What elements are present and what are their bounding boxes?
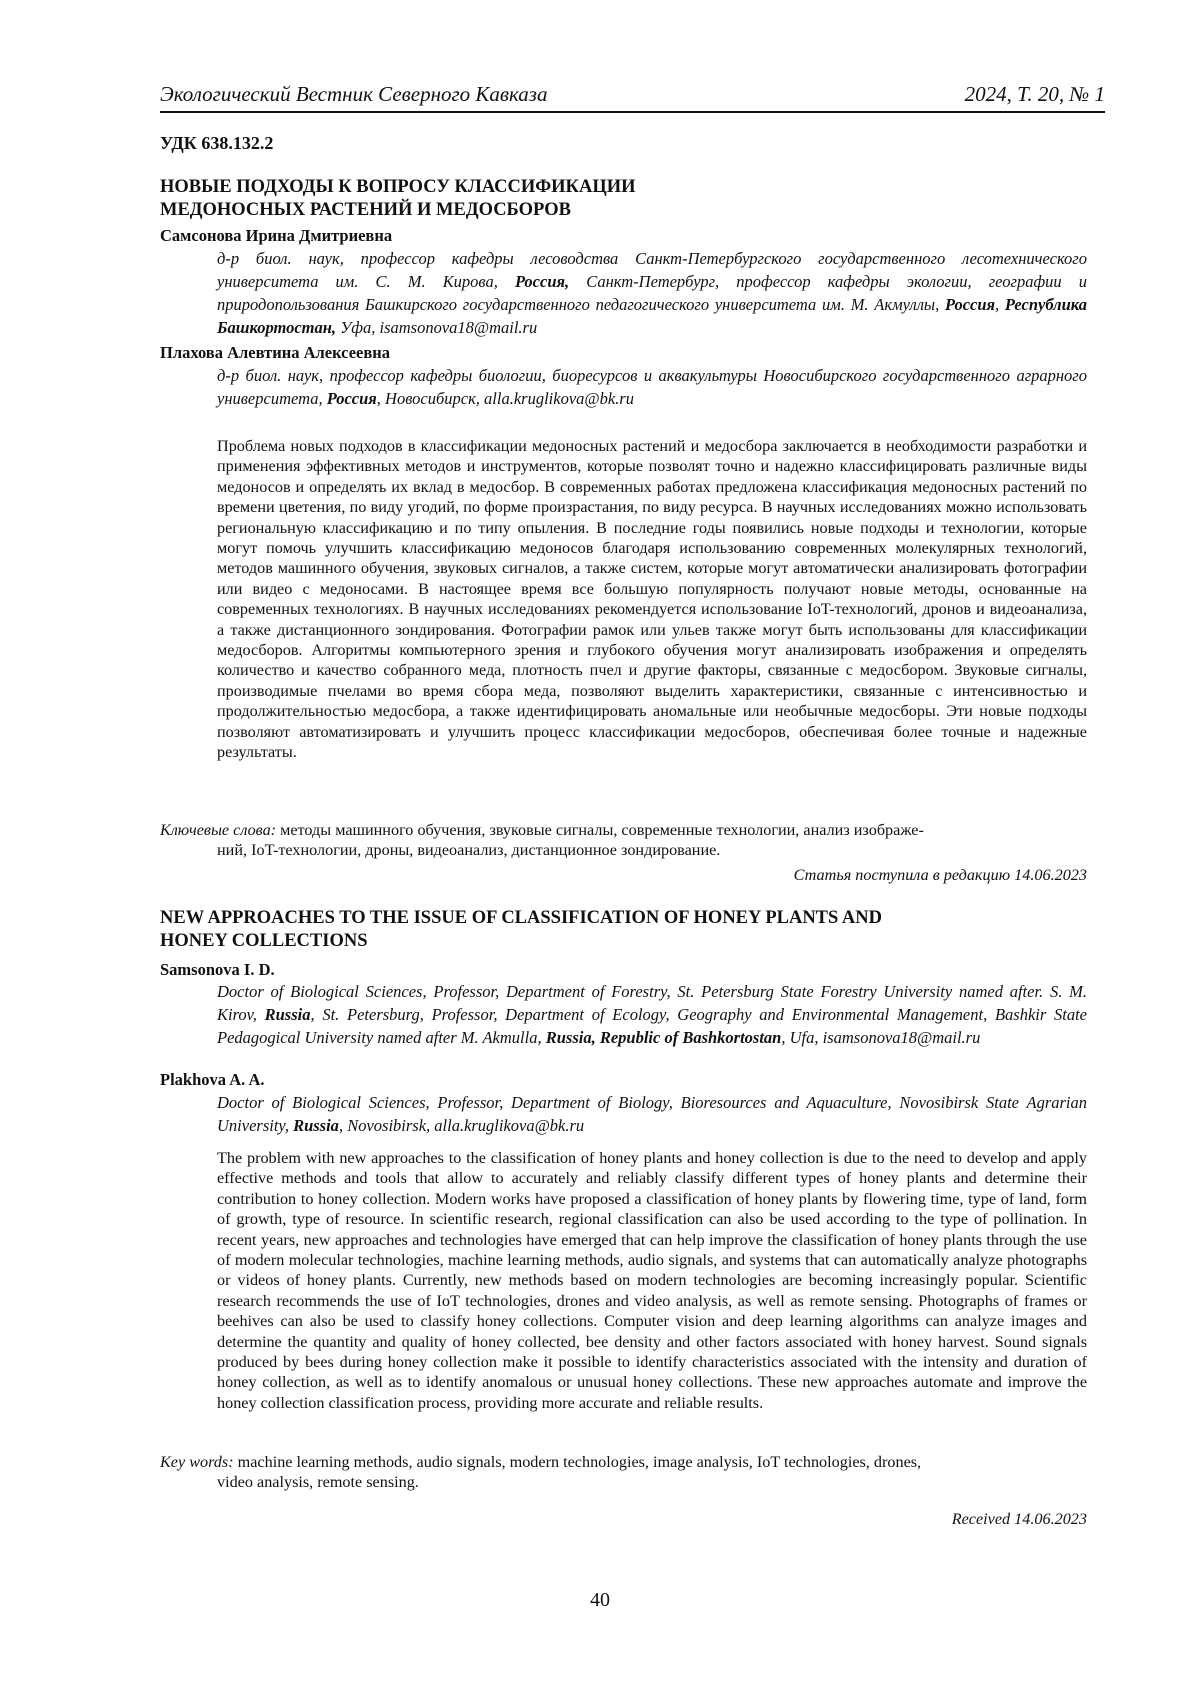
author-2-affiliation-en bbox=[217, 1091, 1087, 1137]
abstract-ru: Проблема новых подходов в классификации медоносных растений и медосбора заключается в необходимости разработки и применения эффективных методов и инструментов, которые позволят точно и надежно классифицировать различные виды медоносов и определять их вклад в медосбор. В современных работах предложена классификация медоносных растений по времени цветения, по виду угодий, по форме произрастания, по виду ресурса. В научных исследованиях можно использовать региональную классификацию и по типу опыления. В последние годы появились новые подходы и технологии, которые могут помочь улучшить классификацию медоносов благодаря использованию современных молекулярных технологий, методов машинного обучения, звуковых сигналов, а также систем, которые могут автоматически анализировать фотографии или видео с медоносами. В настоящее время все большую популярность получают новые методы, основанные на современных технологиях. В научных исследованиях рекомендуется использование IoT-технологий, дронов и видеоанализа, а также дистанционного зондирования. Фотографии рамок или ульев также могут быть использованы для классификации медосборов. Алгоритмы компьютерного зрения и глубокого обучения могут анализировать изображения и определять количество и качество собранного меда, плотность пчел и другие факторы, связанные с медосбором. Звуковые сигналы, производимые пчелами во время сбора меда, позволяют выделить характеристики, связанные с интенсивностью и продолжительностью медосбора, а также идентифицировать аномальные или необычные медосборы. Эти новые подходы позволяют автоматизировать и улучшить процесс классификации медосборов, обеспечивая более точные и надежные результаты. bbox=[217, 437, 1087, 762]
keywords-en bbox=[160, 1452, 1087, 1493]
title-en-line2: HONEY COLLECTIONS bbox=[160, 931, 368, 951]
keywords-en-line1: machine learning methods, audio signals, modern technologies, image analysis, IoT technologies, drones, bbox=[233, 1453, 922, 1471]
aff-country: Россия, bbox=[514, 272, 570, 291]
article-title-en bbox=[160, 907, 1060, 953]
author-1-affiliation-en bbox=[217, 980, 1087, 1049]
aff-text: , Novosibirsk, alla.kruglikova@bk.ru bbox=[338, 1116, 585, 1135]
issue-info: 2024, Т. 20, № 1 bbox=[964, 82, 1105, 106]
aff-text: д-р биол. наук, профессор кафедры биологии, биоресурсов и аквакультуры Новосибирского государственного аграрного университета, bbox=[217, 366, 1087, 408]
aff-text: Санкт-Петербург, профессор кафедры экологии, географии и природопользования Башкирского государственного педагогического университета им. М. Акмуллы, bbox=[217, 272, 1087, 314]
aff-separator: , bbox=[995, 295, 1005, 314]
abstract-en: The problem with new approaches to the classification of honey plants and honey collection is due to the need to develop and apply effective methods and tools that allow to accurately and reliably classify different types of honey plants and determine their contribution to honey collection. Modern works have proposed a classification of honey plants by flowering time, type of land, form of growth, type of resource. In scientific research, regional classification can also be used according to the type of pollination. In recent years, new approaches and technologies have emerged that can help improve the classification of honey plants through the use of modern molecular technologies, machine learning methods, audio signals, and systems that can automatically analyze photographs or videos of honey plants. Currently, new methods based on modern technologies are becoming increasingly popular. Scientific research recommends the use of IoT technologies, drones and video analysis, as well as remote sensing. Photographs of frames or beehives can also be used to classify honey collections. Computer vision and deep learning algorithms can analyze images and determine the quantity and quality of honey collected, bee density and other factors associated with honey harvest. Sound signals produced by bees during honey collection make it possible to identify characteristics associated with the intensity and duration of honey collection, as well as to identify anomalous or unusual honey collections. These new approaches automate and improve the honey collection classification process, providing more accurate and reliable results. bbox=[217, 1149, 1087, 1412]
author-2-affiliation-ru bbox=[217, 364, 1087, 410]
aff-text: , Новосибирск, alla.kruglikova@bk.ru bbox=[376, 389, 634, 408]
aff-text: , Ufa, isamsonova18@mail.ru bbox=[781, 1028, 981, 1047]
aff-region: Russia, Republic of Bashkortostan bbox=[545, 1028, 782, 1047]
keywords-ru bbox=[160, 820, 1087, 861]
title-en-line1: NEW APPROACHES TO THE ISSUE OF CLASSIFICATION OF HONEY PLANTS AND bbox=[160, 908, 882, 928]
keywords-ru-line1: методы машинного обучения, звуковые сигналы, современные технологии, анализ изображе- bbox=[276, 821, 924, 839]
aff-text: д-р биол. наук, профессор кафедры лесоводства Санкт-Петербургского государственного лесотехнического университета им. С. М. Кирова, bbox=[217, 249, 1087, 291]
page-number: 40 bbox=[590, 1589, 610, 1611]
aff-text: Doctor of Biological Sciences, Professor, Department of Biology, Bioresources and Aquaculture, Novosibirsk State Agrarian University, bbox=[217, 1093, 1087, 1135]
aff-country: Russia bbox=[293, 1116, 339, 1135]
received-date-en: Received 14.06.2023 bbox=[951, 1510, 1087, 1528]
aff-country: Russia bbox=[264, 1005, 311, 1024]
aff-text: Doctor of Biological Sciences, Professor, Department of Forestry, St. Petersburg State Forestry University named after. S. M. Kirov, bbox=[217, 982, 1087, 1024]
aff-text: Уфа, isamsonova18@mail.ru bbox=[336, 318, 538, 337]
keywords-label-en: Key words: bbox=[160, 1453, 234, 1471]
title-ru-line2: МЕДОНОСНЫХ РАСТЕНИЙ И МЕДОСБОРОВ bbox=[160, 200, 571, 220]
journal-title: Экологический Вестник Северного Кавказа bbox=[160, 82, 548, 106]
article-title-ru bbox=[160, 176, 1060, 222]
author-1-affiliation-ru bbox=[217, 247, 1087, 339]
aff-country: Россия bbox=[944, 295, 996, 314]
author-2-name-ru: Плахова Алевтина Алексеевна bbox=[160, 343, 391, 362]
aff-region: Республика Башкортостан, bbox=[217, 295, 1088, 337]
udk-code: УДК 638.132.2 bbox=[160, 133, 274, 153]
running-header bbox=[160, 82, 1105, 113]
aff-country: Россия bbox=[326, 389, 377, 408]
author-2-name-en: Plakhova A. A. bbox=[160, 1070, 265, 1089]
author-1-name-ru: Самсонова Ирина Дмитриевна bbox=[160, 226, 393, 245]
keywords-label-ru: Ключевые слова: bbox=[160, 821, 277, 839]
keywords-ru-line2: ний, IoT-технологии, дроны, видеоанализ, дистанционное зондирование. bbox=[217, 841, 721, 860]
title-ru-line1: НОВЫЕ ПОДХОДЫ К ВОПРОСУ КЛАССИФИКАЦИИ bbox=[160, 177, 636, 197]
keywords-en-line2: video analysis, remote sensing. bbox=[217, 1473, 419, 1492]
received-date-ru: Статья поступила в редакцию 14.06.2023 bbox=[793, 866, 1087, 884]
author-1-name-en: Samsonova I. D. bbox=[160, 960, 275, 979]
aff-text: , St. Petersburg, Professor, Department of Ecology, Geography and Environmental Management, Bashkir State Pedagogical University named after M. Akmulla, bbox=[217, 1005, 1087, 1047]
